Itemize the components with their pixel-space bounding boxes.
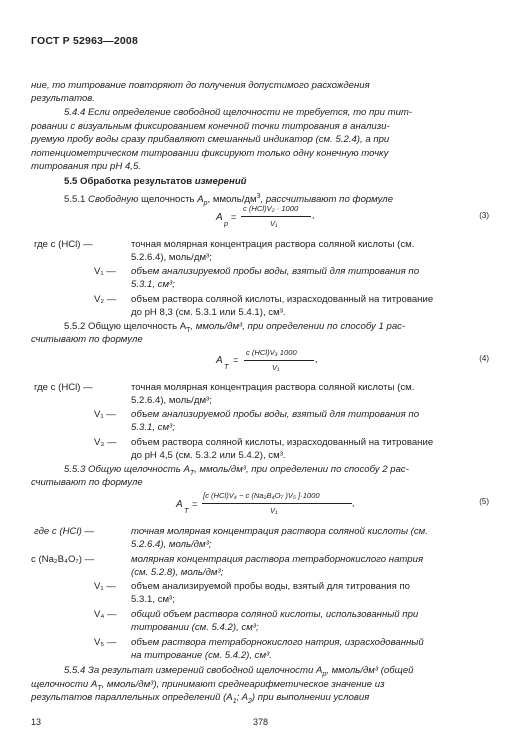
- p551-text-3: , ммоль/дм: [207, 194, 257, 206]
- p551-text-4: , рассчитывают по формуле: [260, 194, 394, 206]
- formula-5-numerator: [c (HCl)V₄ − c (Na₂B₄O₇ )V₅ ]·1000: [203, 491, 320, 500]
- w3-def-3b: 5.3.1, см³;: [131, 594, 175, 605]
- formula-4-numerator: c (HCl)V₃ 1000: [246, 348, 297, 357]
- footer-sheet-number: 378: [253, 717, 269, 727]
- w2-lead: где c (HCl) —: [34, 382, 93, 393]
- w3-def-2b: (см. 5.2.8), моль/дм³;: [131, 567, 224, 578]
- p554-line-2: щелочности $A_T$, ммоль/дм³), принимают среднеарифметическое значение из: [31, 679, 385, 692]
- w3-def-1a: точная молярная концентрация раствора соляной кислоты (см.: [131, 526, 428, 537]
- w3-def-5b: на титрование (см. 5.4.2), см³.: [131, 650, 272, 661]
- formula-5-denominator: V₁: [270, 506, 278, 515]
- section-number: 5.5: [64, 176, 78, 187]
- p544-line-4: потенциометрическом титровании фиксируют только одну конечную точку: [31, 148, 389, 159]
- p551-line: [64, 190, 393, 210]
- w2-def-1a: точная молярная концентрация раствора соляной кислоты (см.: [131, 382, 415, 393]
- formula-5-lhs: A: [176, 499, 183, 510]
- p553-line-2: считывают по формуле: [31, 477, 143, 488]
- p553-line-1: 5.5.3 Общую щелочность $A_T$, ммоль/дм³, при определении по способу 2 рас-: [64, 464, 409, 477]
- w2-var-v3: V₃ —: [94, 437, 117, 448]
- p544-line-2: ровании с визуальным фиксированием конечной точки титрования в анализи-: [31, 121, 390, 132]
- p551-text-1: Свободную: [88, 194, 139, 206]
- w2-def-2a: объем анализируемой пробы воды, взятый для титрования по: [131, 409, 420, 420]
- w2-def-3b: до рН 4,5 (см. 5.3.2 или 5.4.2), см³.: [131, 450, 286, 461]
- formula-3-comma: ,: [312, 210, 315, 220]
- w3-def-1b: 5.2.6.4), моль/дм³;: [131, 539, 212, 550]
- w3-def-4b: титровании (см. 5.4.2), см³;: [131, 622, 259, 633]
- formula-3-lhs: A: [216, 212, 223, 223]
- p551-sup: 3: [256, 193, 261, 200]
- w1-def-3b: до рН 8,3 (см. 5.3.1 или 5.4.1), см³.: [131, 307, 286, 318]
- w1-def-1b: 5.2.6.4), моль/дм³;: [131, 252, 212, 263]
- intro-line-2: результатов.: [31, 93, 95, 104]
- formula-3-lhs-sub: р: [224, 219, 229, 228]
- w3-def-3a: объем анализируемой пробы воды, взятый для титрования по: [131, 581, 411, 592]
- p551-text-2: щелочность: [138, 194, 198, 206]
- formula-5-fraction-bar: [202, 503, 352, 504]
- w3-var-v5: V₅ —: [94, 637, 117, 648]
- formula-4-number: (4): [479, 354, 489, 363]
- w3-def-2a: молярная концентрация раствора тетраборнокислого натрия: [131, 554, 424, 565]
- formula-3-denominator: V₁: [270, 219, 278, 228]
- formula-4-fraction-bar: [244, 360, 314, 361]
- page-header: ГОСТ Р 52963—2008: [31, 35, 139, 47]
- w1-def-3a: объем раствора соляной кислоты, израсходованный на титрование: [131, 294, 434, 305]
- formula-5-lhs-sub: T: [184, 506, 189, 515]
- p544-line-1: 5.4.4 Если определение свободной щелочности не требуется, то при тит-: [64, 107, 413, 118]
- formula-3-number: (3): [479, 211, 489, 220]
- w3-var-v1: V₁ —: [94, 581, 116, 592]
- formula-4-denominator: V₁: [272, 363, 280, 372]
- w1-lead: где c (HCl) —: [34, 239, 93, 250]
- intro-line-1: ние, то титрование повторяют до получения допустимого расхождения: [31, 80, 370, 91]
- w3-lead: где c (HCl) —: [34, 526, 95, 537]
- w1-def-2a: объем анализируемой пробы воды, взятый для титрования по: [131, 266, 420, 277]
- p551-symbol: A: [197, 194, 204, 206]
- p544-line-5: титрования при рН 4,5.: [31, 161, 141, 172]
- footer-page-number: 13: [31, 717, 42, 727]
- w1-def-1a: точная молярная концентрация раствора соляной кислоты (см.: [131, 239, 415, 250]
- p554-line-3: результатов параллельных определений ($A_1$; $A_2$) при выполнении условия: [31, 692, 370, 705]
- formula-3-fraction-bar: [241, 216, 311, 217]
- document-page: ГОСТ Р 52963—2008 ние, то титрование повторяют до получения допустимого расхождения результатов. 5.4.4 Если определение свободной щелочности не требуется, то при тит- ровании с визуальным фиксированием конечной точки титрования в анализи- руемую пробу воды сразу прибавляют смешанный индикатор (см. 5.2.4), а при потенциометрическом титровании фиксируют только одну конечную точку титрования при рН 4,5. 5.5 Обработка результатов измерений 5.5.1 Свободную щелочность $A_р$, ммоль/$дм^3$, рассчитывают по формуле A р = c (HCl)V₂ · 1000 V₁ , (3) где c (HCl) — точная молярная концентрация раствора соляной кислоты (см. 5.2.6.4), моль/дм³; V₁ — объем анализируемой пробы воды, взятый для титрования по 5.3.1, см³; V₂ — объем раствора соляной кислоты, израсходованный на титрование до рН 8,3 (см. 5.3.1 или 5.4.1), см³. 5.5.2 Общую щелочность $A_T$, ммоль/дм³, при определении по способу 1 рас- считывают по формуле A T = c (HCl)V₃ 1000 V₁ , (4) где c (HCl) — точная молярная концентрация раствора соляной кислоты (см. 5.2.6.4), моль/дм³; V₁ — объем анализируемой пробы воды, взятый для титрования по 5.3.1, см³; V₃ — объем раствора соляной кислоты, израсходованный на титрование до рН 4,5 (см. 5.3.2 или 5.4.2), см³. 5.5.3 Общую щелочность $A_T$, ммоль/дм³, при определении по способу 2 рас- считывают по формуле A T = [c (HCl)V₄ − c (Na₂B₄O₇ )V₅ ]·1000 V₁ , (5) где c (HCl) — точная молярная концентрация раствора соляной кислоты (см. 5.2.6.4), моль/дм³; c (Na₂B₄O₇) — молярная концентрация раствора тетраборнокислого натрия (см. 5.2.8), моль/дм³; V₁ — объем анализируемой пробы воды, взятый для титрования по 5.3.1, см³; V₄ — общий объем раствора соляной кислоты, использованный при титровании (см. 5.4.2), см³; V₅ — объем раствора тетраборнокислого натрия, израсходованный на титрование (см. 5.4.2), см³. 5.5.4 За результат измерений свободной щелочности $A_р$, ммоль/дм³ (общей щелочности $A_T$, ммоль/дм³), принимают среднеарифметическое значение из результатов параллельных определений ($A_1$; $A_2$) при выполнении условия 13 378: [31, 35, 489, 727]
- w1-def-2b: 5.3.1, см³;: [131, 279, 175, 290]
- p544-line-3: руемую пробу воды сразу прибавляют смешанный индикатор (см. 5.2.4), а при: [31, 134, 390, 145]
- w3-def-5a: объем раствора тетраборнокислого натрия, израсходованный: [131, 637, 424, 648]
- w3-var-v4: V₄ —: [94, 609, 117, 620]
- formula-4-comma: ,: [315, 354, 318, 364]
- formula-3-numerator: c (HCl)V₂ · 1000: [243, 204, 299, 213]
- p552-line-2: считывают по формуле: [31, 334, 143, 345]
- formula-4-lhs-sub: T: [224, 362, 229, 371]
- section-title-italic: измерений: [194, 176, 247, 187]
- p552-line-1: 5.5.2 Общую щелочность $A_T$, ммоль/дм³, при определении по способу 1 рас-: [64, 321, 406, 334]
- formula-5-comma: ,: [352, 498, 355, 508]
- p554-line-1: 5.5.4 За результат измерений свободной щелочности $A_р$, ммоль/дм³ (общей: [64, 665, 414, 678]
- w1-var-v1: V₁ —: [94, 266, 116, 277]
- w1-var-v2: V₂ —: [94, 294, 117, 305]
- w3-lead-2: c (Na₂B₄O₇) —: [31, 554, 95, 565]
- w2-def-1b: 5.2.6.4), моль/дм³;: [131, 395, 212, 406]
- formula-4-lhs: A: [216, 355, 223, 366]
- p551-number: 5.5.1: [64, 194, 86, 206]
- section-title: Обработка результатов: [77, 176, 195, 187]
- w2-def-3a: объем раствора соляной кислоты, израсходованный на титрование: [131, 437, 434, 448]
- formula-5-number: (5): [479, 497, 489, 506]
- p551-sub: р: [203, 200, 208, 208]
- section-heading: [64, 175, 247, 188]
- w2-def-2b: 5.3.1, см³;: [131, 422, 175, 433]
- w2-var-v1: V₁ —: [94, 409, 116, 420]
- w3-def-4a: общий объем раствора соляной кислоты, использованный при: [131, 609, 419, 620]
